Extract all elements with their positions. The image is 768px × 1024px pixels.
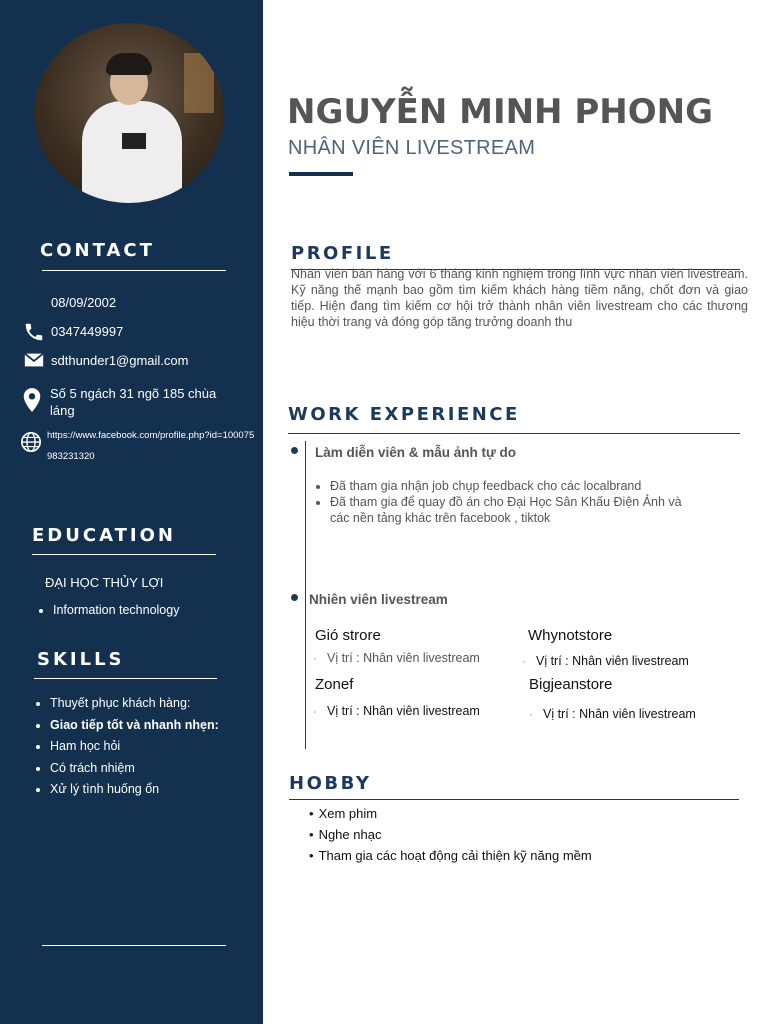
skills-divider bbox=[34, 678, 217, 679]
skill-item: • Xử lý tình huống ổn bbox=[50, 779, 219, 801]
skill-item: • Giao tiếp tốt và nhanh nhẹn: bbox=[50, 715, 219, 737]
hobby-list bbox=[309, 803, 592, 866]
hobby-divider bbox=[289, 799, 739, 800]
skills-heading: SKILLS bbox=[37, 649, 125, 670]
phone-icon bbox=[23, 321, 45, 343]
timeline-dot bbox=[291, 447, 298, 454]
job-role: ◦ Vị trí : Nhân viên livestream bbox=[522, 654, 689, 668]
globe-icon bbox=[20, 431, 42, 453]
photo-person-hair bbox=[106, 53, 152, 75]
sidebar-footer-divider bbox=[42, 945, 226, 946]
profile-heading: PROFILE bbox=[291, 243, 394, 264]
hobby-heading: HOBBY bbox=[289, 773, 372, 794]
experience-details bbox=[316, 478, 700, 526]
job-store-name: Zonef bbox=[315, 676, 354, 693]
education-divider bbox=[32, 554, 216, 555]
job-title: NHÂN VIÊN LIVESTREAM bbox=[288, 137, 536, 159]
education-school: ĐẠI HỌC THỦY LỢI bbox=[45, 575, 164, 590]
skill-item: • Ham học hỏi bbox=[50, 736, 219, 758]
hobby-item: • Xem phim bbox=[309, 803, 592, 824]
work-experience-divider bbox=[288, 433, 740, 434]
contact-birthdate: 08/09/2002 bbox=[51, 295, 117, 310]
education-list bbox=[35, 600, 179, 622]
job-role: ◦ Vị trí : Nhân viên livestream bbox=[529, 707, 696, 721]
skill-item: • Có trách nhiệm bbox=[50, 758, 219, 780]
photo-background-lamp bbox=[184, 53, 214, 113]
experience-detail-item: • Đã tham gia nhận job chụp feedback cho các localbrand bbox=[330, 478, 700, 494]
contact-heading: CONTACT bbox=[40, 240, 155, 261]
experience-detail-item: • Đã tham gia để quay đồ án cho Đại Học Sân Khấu Điện Ảnh và các nền tảng khác trên facebook , tiktok bbox=[330, 494, 700, 526]
title-accent-bar bbox=[289, 172, 353, 176]
email-icon bbox=[23, 349, 45, 371]
hobby-item: • Nghe nhạc bbox=[309, 824, 592, 845]
sidebar bbox=[0, 0, 263, 1024]
job-store-name: Gió strore bbox=[315, 627, 381, 644]
timeline-dot bbox=[291, 594, 298, 601]
contact-email: sdthunder1@gmail.com bbox=[51, 353, 189, 368]
profile-text: Nhân viên bán hàng với 6 tháng kinh nghiệm trong lĩnh vực nhân viên livestream. Kỹ năng thế mạnh bao gồm tìm kiếm khách hàng tiềm năng, chốt đơn và giao tiếp. Hiện đang tìm kiếm cơ hội trở thành nhân viên livestream cho các thương hiệu thời trang và đóng góp tăng trưởng doanh thu bbox=[291, 267, 748, 329]
experience-timeline bbox=[305, 441, 306, 749]
experience-title: Nhiên viên livestream bbox=[309, 592, 448, 607]
job-role: ◦ Vị trí : Nhân viên livestream bbox=[313, 651, 480, 665]
education-item: • Information technology bbox=[53, 600, 179, 622]
person-name: NGUYỄN MINH PHONG bbox=[287, 92, 713, 132]
profile-photo bbox=[34, 23, 224, 203]
contact-divider bbox=[42, 270, 226, 271]
location-icon bbox=[21, 387, 43, 413]
contact-phone: 0347449997 bbox=[51, 324, 124, 339]
job-store-name: Whynotstore bbox=[528, 627, 613, 644]
skill-item: • Thuyết phục khách hàng: bbox=[50, 693, 219, 715]
experience-title: Làm diễn viên & mẫu ảnh tự do bbox=[315, 445, 517, 460]
work-experience-heading: WORK EXPERIENCE bbox=[288, 404, 520, 425]
photo-person-body bbox=[82, 101, 182, 203]
contact-website[interactable]: https://www.facebook.com/profile.php?id=100075983231320 bbox=[47, 430, 255, 462]
skills-list bbox=[32, 693, 219, 801]
job-store-name: Bigjeanstore bbox=[529, 676, 613, 693]
education-heading: EDUCATION bbox=[32, 525, 176, 546]
job-role: ◦ Vị trí : Nhân viên livestream bbox=[313, 704, 480, 718]
hobby-item: • Tham gia các hoạt động cải thiện kỹ năng mềm bbox=[309, 845, 592, 866]
contact-address: Số 5 ngách 31 ngõ 185 chùa láng bbox=[50, 386, 217, 418]
photo-shirt-print bbox=[122, 133, 146, 149]
